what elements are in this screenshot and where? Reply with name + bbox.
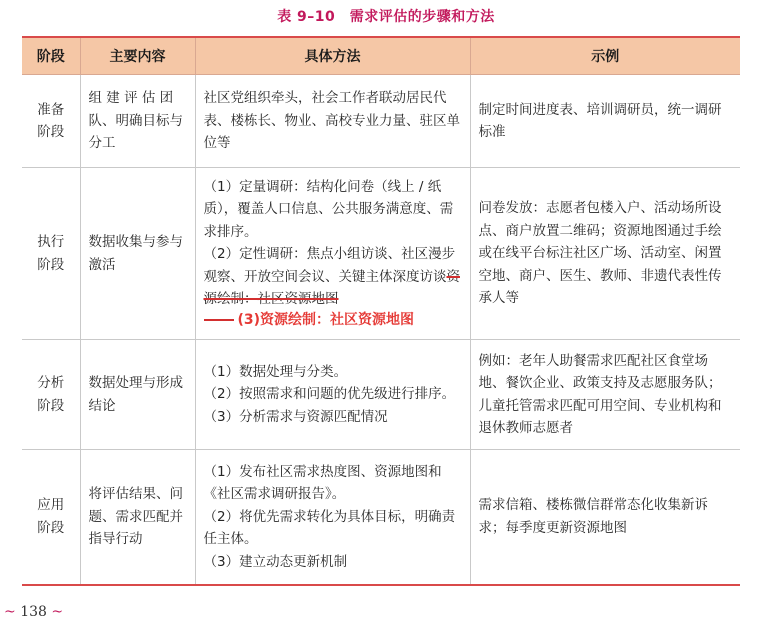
content-cell: 将评估结果、问题、需求匹配并指导行动	[80, 450, 195, 585]
example-cell: 制定时间进度表、培训调研员，统一调研标准	[470, 75, 740, 168]
needs-assessment-table	[22, 36, 740, 586]
stage-cell: 执行 阶段	[22, 168, 80, 340]
table-row	[22, 75, 740, 168]
example-cell: 问卷发放：志愿者包楼入户、活动场所设点、商户放置二维码；资源地图通过手绘或在线平台标注社区广场、活动室、闲置空地、商户、医生、教师、非遗代表性传承人等	[470, 168, 740, 340]
content-cell: 组 建 评 估 团队、明确目标与分工	[80, 75, 195, 168]
page-number: ~ 138 ~	[4, 604, 64, 620]
content-cell: 数据收集与参与激活	[80, 168, 195, 340]
content-cell: 数据处理与形成结论	[80, 340, 195, 450]
table-row	[22, 450, 740, 585]
stage-cell: 应用 阶段	[22, 450, 80, 585]
table-row	[22, 168, 740, 340]
header-stage: 阶段	[22, 37, 80, 75]
method-cell: （1）数据处理与分类。 （2）按照需求和问题的优先级进行排序。 （3）分析需求与资源匹配情况	[195, 340, 470, 450]
method-cell: 社区党组织牵头，社会工作者联动居民代表、楼栋长、物业、高校专业力量、驻区单位等	[195, 75, 470, 168]
method-cell: （1）发布社区需求热度图、资源地图和《社区需求调研报告》。 （2）将优先需求转化为具体目标，明确责任主体。 （3）建立动态更新机制	[195, 450, 470, 585]
header-content: 主要内容	[80, 37, 195, 75]
table-row	[22, 340, 740, 450]
example-cell: 需求信箱、楼栋微信群常态化收集新诉求；每季度更新资源地图	[470, 450, 740, 585]
struck-text: 资源绘制：社区资源地图	[203, 268, 460, 308]
table-caption: 表 9–10 需求评估的步骤和方法	[277, 9, 495, 25]
handwritten-correction: (3)资源绘制：社区资源地图	[204, 309, 462, 332]
stage-cell: 准备 阶段	[22, 75, 80, 168]
example-cell: 例如：老年人助餐需求匹配社区食堂场地、餐饮企业、政策支持及志愿服务队；儿童托管需求匹配可用空间、专业机构和退休教师志愿者	[470, 340, 740, 450]
header-method: 具体方法	[195, 37, 470, 75]
stage-cell: 分析 阶段	[22, 340, 80, 450]
method-cell: （1）定量调研：结构化问卷（线上 / 纸质），覆盖人口信息、公共服务满意度、需求排序。 （2）定性调研：焦点小组访谈、社区漫步观察、开放空间会议、关键主体深度访谈资源绘制：社区资源地图 (3)资源绘制：社区资源地图	[195, 168, 470, 340]
header-example: 示例	[470, 37, 740, 75]
header-row	[22, 37, 740, 75]
